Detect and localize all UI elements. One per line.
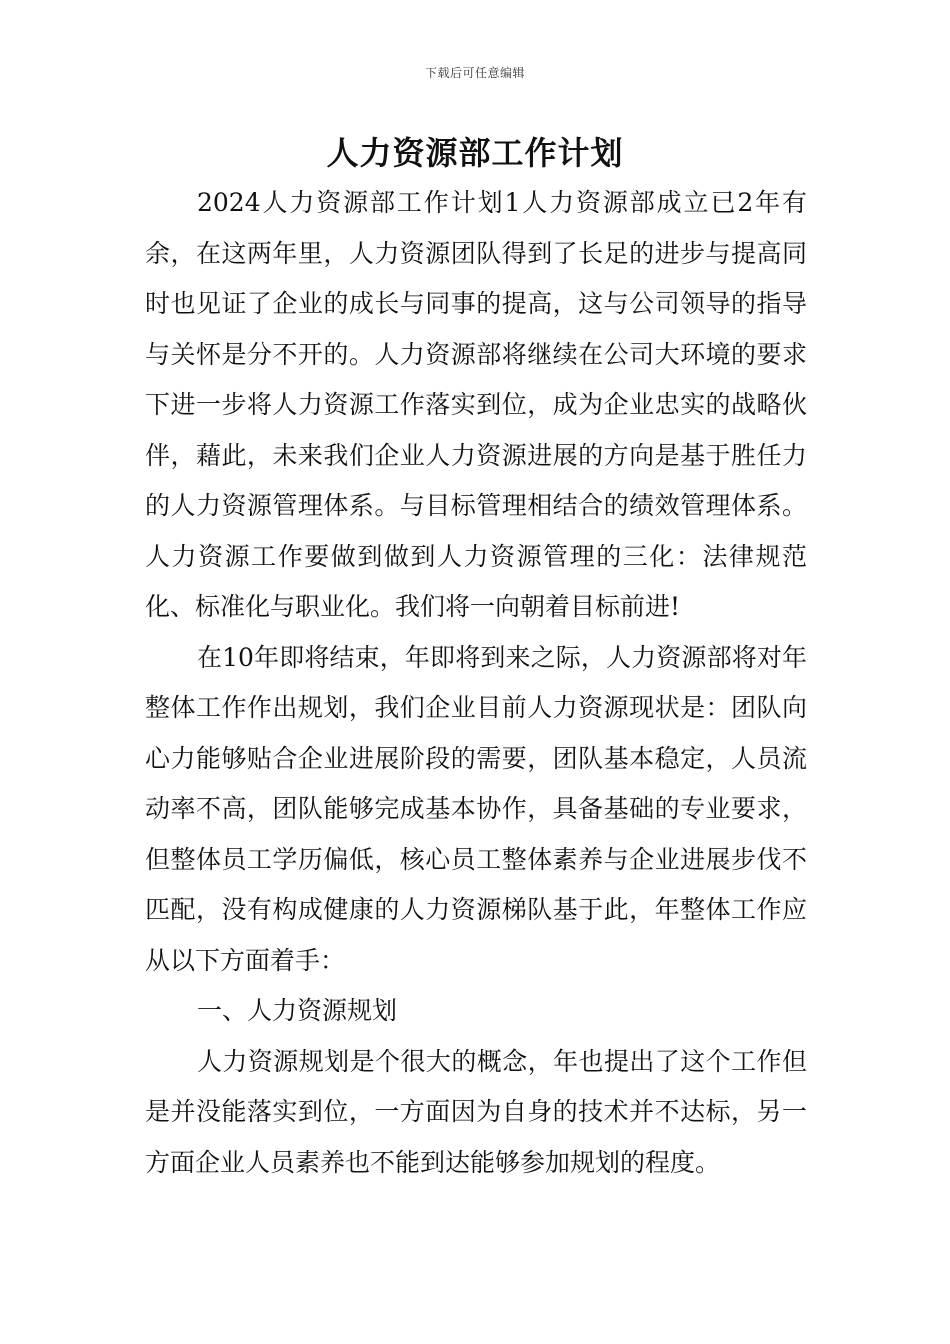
document-title: 人力资源部工作计划 [326,134,624,172]
section-heading-hr-planning: 一、人力资源规划 [197,996,398,1025]
paragraph-intro: 2024人力资源部工作计划1人力资源部成立已2年有余，在这两年里，人力资源团队得到了长足的进步与提高同时也见证了企业的成长与同事的提高，这与公司领导的指导与关怀是分不开的。人力资源部将继续在公司大环境的要求下进一步将人力资源工作落实到位，成为企业忠实的战略伙伴，藉此，未来我们企业人力资源进展的方向是基于胜任力的人力资源管理体系。与目标管理相结合的绩效管理体系。人力资源工作要做到做到人力资源管理的三化：法律规范化、标准化与职业化。我们将一向朝着目标前进! [145,188,807,621]
paragraph-hr-planning: 人力资源规划是个很大的概念，年也提出了这个工作但是并没能落实到位，一方面因为自身的技术并不达标，另一方面企业人员素养也不能到达能够参加规划的程度。 [145,1046,807,1177]
document-body [145,178,807,1188]
paragraph-status: 在10年即将结束，年即将到来之际，人力资源部将对年整体工作作出规划，我们企业目前人力资源现状是：团队向心力能够贴合企业进展阶段的需要，团队基本稳定，人员流动率不高，团队能够完成基本协作，具备基础的专业要求，但整体员工学历偏低，核心员工整体素养与企业进展步伐不匹配，没有构成健康的人力资源梯队基于此，年整体工作应从以下方面着手： [145,642,807,975]
header-note: 下载后可任意编辑 [424,66,525,80]
